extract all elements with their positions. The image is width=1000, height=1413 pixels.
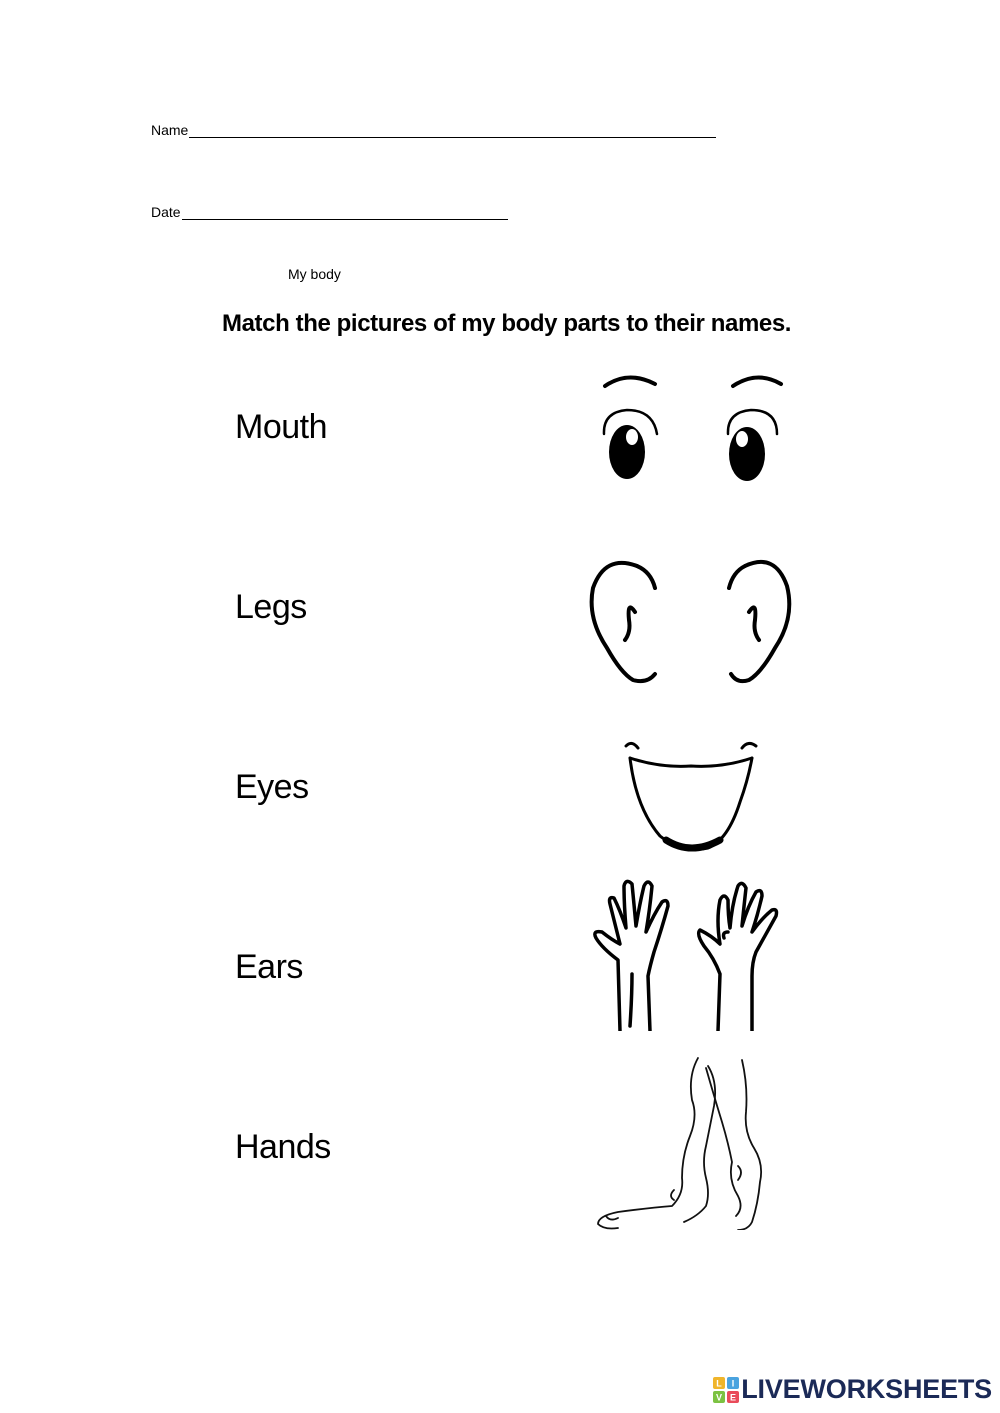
mouth-picture[interactable] xyxy=(616,736,766,858)
name-label: Name xyxy=(151,122,189,138)
logo-letter-i: I xyxy=(732,1378,735,1388)
legs-icon xyxy=(588,1056,863,1230)
worksheet-subtitle: My body xyxy=(288,266,341,282)
mouth-icon xyxy=(616,736,766,858)
ears-picture[interactable] xyxy=(585,548,800,688)
liveworksheets-text: LIVEWORKSHEETS xyxy=(741,1374,992,1404)
name-field[interactable] xyxy=(151,122,716,138)
instruction-heading: Match the pictures of my body parts to their names. xyxy=(222,310,792,337)
date-field[interactable] xyxy=(151,204,508,220)
word-hands[interactable]: Hands xyxy=(235,1128,331,1166)
word-ears[interactable]: Ears xyxy=(235,948,303,986)
liveworksheets-brand[interactable] xyxy=(713,1374,992,1405)
legs-picture[interactable] xyxy=(588,1056,863,1230)
hands-icon xyxy=(592,876,792,1031)
eyes-picture[interactable] xyxy=(595,372,790,487)
ears-icon xyxy=(585,548,800,688)
liveworksheets-logo-icon xyxy=(713,1377,739,1403)
word-legs[interactable]: Legs xyxy=(235,588,307,626)
logo-letter-v: V xyxy=(716,1392,723,1402)
word-eyes[interactable]: Eyes xyxy=(235,768,309,806)
logo-letter-l: L xyxy=(716,1378,723,1388)
date-label: Date xyxy=(151,204,181,220)
word-mouth[interactable]: Mouth xyxy=(235,408,327,446)
name-line[interactable] xyxy=(189,125,716,138)
logo-letter-e: E xyxy=(730,1392,737,1402)
date-line[interactable] xyxy=(182,207,508,220)
hands-picture[interactable] xyxy=(592,876,792,1031)
eyes-icon xyxy=(595,372,790,487)
